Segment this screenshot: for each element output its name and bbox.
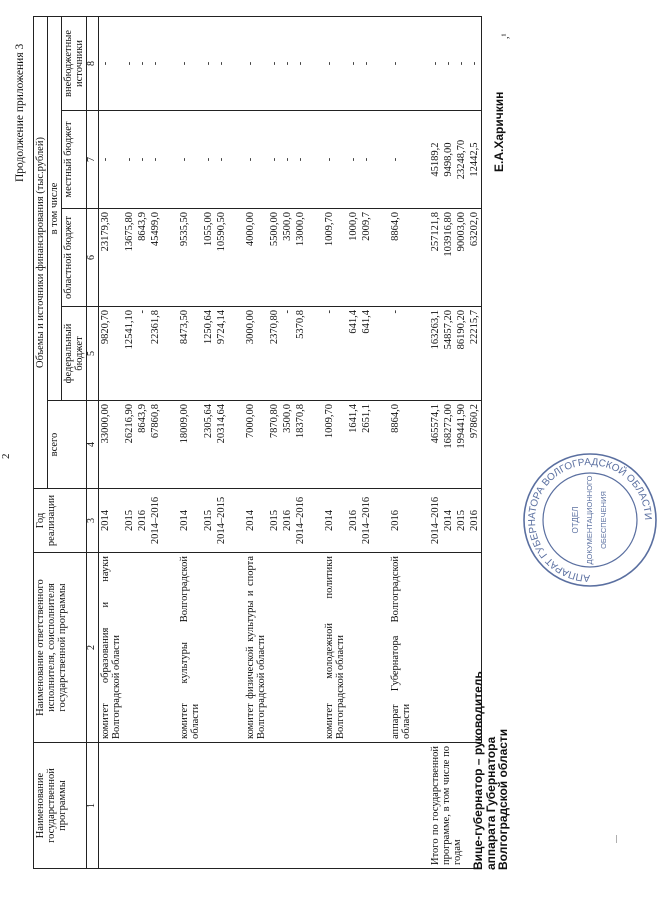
spacer-cell [228,401,244,489]
cell-year: 2014–2016 [429,489,442,553]
stamp-inner-line: ОБЕСПЕЧЕНИЯ [599,491,608,549]
cell-regional: 8864,0 [389,209,413,307]
cell-total: 7870,80 [268,401,281,489]
spacer-cell [162,16,178,110]
cell-total: 8864,0 [389,401,413,489]
cell-extra: - [468,16,482,110]
cell-federal: 22361,8 [149,307,162,401]
cell-regional: 1009,70 [323,209,347,307]
cell-total: 199441,90 [455,401,468,489]
spacer-cell [413,307,429,401]
cell-program [98,743,123,869]
spacer-cell [228,553,244,743]
cell-federal: 9724,14 [215,307,228,401]
cell-year: 2014 [323,489,347,553]
official-stamp [520,450,660,590]
cell-local: - [323,111,347,209]
table-row [455,16,468,868]
header-extra: внебюджетные источники [62,16,87,110]
cell-local: - [123,111,136,209]
initials-mark: ,¹ [500,33,511,39]
cell-total: 26216,90 [123,401,136,489]
cell-local: - [202,111,215,209]
cell-local: - [281,111,294,209]
cell-local: - [136,111,149,209]
cell-executor: комитет молодежной политики Волгоградской области [323,553,347,743]
header-regional: областной бюджет [62,209,87,307]
cell-federal: 1250,64 [202,307,215,401]
cell-year: 2015 [455,489,468,553]
cell-regional: 13675,80 [123,209,136,307]
cell-federal: 86190,20 [455,307,468,401]
spacer-cell [413,489,429,553]
cell-year: 2016 [468,489,482,553]
spacer-cell [307,489,323,553]
table-row [442,16,455,868]
cell-federal: 12541,10 [123,307,136,401]
cell-regional: 63202,0 [468,209,482,307]
table-row [136,16,149,868]
cell-executor [442,553,455,743]
stamp-outer-text: АППАРАТ ГУБЕРНАТОРА ВОЛГОГРАДСКОЙ ОБЛАСТИ [526,456,654,584]
spacer-cell [162,489,178,553]
cell-federal: - [389,307,413,401]
header-program: Наименование государственной программы [34,743,87,869]
cell-program [123,743,136,869]
signatory-name: Е.А.Харичкин [492,91,506,172]
cell-regional: 8643,9 [136,209,149,307]
cell-executor [347,553,360,743]
cell-federal: 22215,7 [468,307,482,401]
cell-extra: - [323,16,347,110]
spacer-cell [413,209,429,307]
spacer-cell [413,553,429,743]
cell-regional: 1055,00 [202,209,215,307]
row-spacer [228,16,244,868]
cell-year: 2016 [281,489,294,553]
table-row [244,16,268,868]
col-number: 6 [87,209,99,307]
spacer-cell [307,743,323,869]
spacer-cell [307,553,323,743]
cell-year: 2016 [136,489,149,553]
cell-extra: - [215,16,228,110]
header-incl: в том числе [48,16,62,400]
cell-federal: 2370,80 [268,307,281,401]
cell-executor [294,553,307,743]
cell-extra: - [123,16,136,110]
cell-federal: 641,4 [347,307,360,401]
cell-program [323,743,347,869]
signatory-title-line: Вице-губернатор – руководитель [471,671,485,870]
cell-total: 168272,00 [442,401,455,489]
spacer-cell [162,111,178,209]
cell-executor [136,553,149,743]
cell-total: 3500,0 [281,401,294,489]
cell-local: - [98,111,123,209]
spacer-cell [413,16,429,110]
cell-local: - [178,111,202,209]
cell-extra: - [360,16,373,110]
cell-extra: - [442,16,455,110]
cell-extra: - [455,16,468,110]
cell-executor: комитет физической культуры и спорта Волгоградской области [244,553,268,743]
cell-regional: 3500,0 [281,209,294,307]
cell-total: 18370,8 [294,401,307,489]
cell-year: 2014–2016 [149,489,162,553]
table-row [294,16,307,868]
spacer-cell [373,209,389,307]
cell-local: - [268,111,281,209]
cell-regional: 9535,50 [178,209,202,307]
header-local: местный бюджет [62,111,87,209]
cell-program [281,743,294,869]
cell-executor [123,553,136,743]
cell-extra: - [178,16,202,110]
header-total: всего [48,401,87,489]
cell-program [360,743,373,869]
table-row [123,16,136,868]
spacer-cell [373,111,389,209]
table-row [323,16,347,868]
col-number: 7 [87,111,99,209]
cell-year: 2016 [389,489,413,553]
spacer-cell [373,553,389,743]
cell-federal: - [136,307,149,401]
spacer-cell [307,209,323,307]
cell-executor [281,553,294,743]
cell-local: - [294,111,307,209]
spacer-cell [373,489,389,553]
spacer-cell [413,743,429,869]
continuation-note: Продолжение приложения 3 [14,43,26,182]
spacer-cell [228,16,244,110]
cell-executor [429,553,442,743]
signatory-title [472,671,510,870]
table-row [347,16,360,868]
cell-year: 2014–2015 [215,489,228,553]
spacer-cell [413,111,429,209]
cell-executor [360,553,373,743]
cell-local: 45189,2 [429,111,442,209]
cell-year: 2016 [347,489,360,553]
table-row [360,16,373,868]
cell-executor: аппарат Губернатора Волгоградской области [389,553,413,743]
cell-year: 2014 [178,489,202,553]
cell-total: 1009,70 [323,401,347,489]
table-row [389,16,413,868]
spacer-cell [228,743,244,869]
table-row [268,16,281,868]
cell-extra: - [294,16,307,110]
spacer-cell [228,209,244,307]
cell-total: 18009,00 [178,401,202,489]
cell-total: 7000,00 [244,401,268,489]
cell-regional: 23179,30 [98,209,123,307]
cell-program [244,743,268,869]
cell-executor: комитет образования и науки Волгоградской области [98,553,123,743]
cell-executor [149,553,162,743]
cell-year: 2014–2016 [294,489,307,553]
cell-total: 465574,1 [429,401,442,489]
cell-program [294,743,307,869]
cell-regional: 2009,7 [360,209,373,307]
cell-year: 2014 [442,489,455,553]
header-federal: федеральный бюджет [62,307,87,401]
cell-federal: 9820,70 [98,307,123,401]
cell-program [136,743,149,869]
col-number: 5 [87,307,99,401]
cell-federal: 641,4 [360,307,373,401]
cell-local: 9498,00 [442,111,455,209]
cell-year: 2014 [98,489,123,553]
cell-federal: - [323,307,347,401]
cell-local: - [244,111,268,209]
cell-total: 8643,9 [136,401,149,489]
cell-total: 97860,2 [468,401,482,489]
funding-table [33,16,482,869]
cell-local: - [215,111,228,209]
cell-executor: комитет культуры Волгоградской области [178,553,202,743]
cell-extra: - [389,16,413,110]
row-spacer [413,16,429,868]
cell-regional: 90003,00 [455,209,468,307]
cell-regional: 5500,00 [268,209,281,307]
header-executor: Наименование ответственного исполнителя, соисполнителя государственной программы [34,553,87,743]
spacer-cell [307,16,323,110]
spacer-cell [373,307,389,401]
cell-program [268,743,281,869]
spacer-cell [162,553,178,743]
cell-local: - [360,111,373,209]
table-row [281,16,294,868]
cell-regional: 257121,8 [429,209,442,307]
spacer-cell [162,209,178,307]
cell-federal: 163263,1 [429,307,442,401]
spacer-cell [373,16,389,110]
cell-program [149,743,162,869]
spacer-cell [307,111,323,209]
spacer-cell [228,489,244,553]
table-row [98,16,123,868]
cell-regional: 103916,80 [442,209,455,307]
cell-year: 2014–2016 [360,489,373,553]
cell-executor [202,553,215,743]
cell-regional: 45499,0 [149,209,162,307]
signatory-title-line: Волгоградской области [496,728,511,870]
cell-program [178,743,202,869]
spacer-cell [307,307,323,401]
margin-mark: — [611,835,620,843]
row-spacer [373,16,389,868]
spacer-cell [373,743,389,869]
cell-federal: 8473,50 [178,307,202,401]
table-row [149,16,162,868]
cell-regional: 1000,0 [347,209,360,307]
cell-local: 12442,5 [468,111,482,209]
cell-regional: 13000,0 [294,209,307,307]
header-funding: Объемы и источники финансирования (тыс.рублей) [34,16,48,488]
cell-local: - [347,111,360,209]
col-number: 3 [87,489,99,553]
spacer-cell [162,307,178,401]
spacer-cell [162,401,178,489]
cell-federal: 54857,20 [442,307,455,401]
col-number: 1 [87,743,99,869]
row-spacer [307,16,323,868]
col-number: 8 [87,16,99,110]
table-row [429,16,442,868]
spacer-cell [413,401,429,489]
cell-extra: - [244,16,268,110]
row-spacer [162,16,178,868]
header-year: Год реализации [34,489,87,553]
spacer-cell [162,743,178,869]
cell-local: - [149,111,162,209]
cell-total: 2305,64 [202,401,215,489]
cell-extra: - [429,16,442,110]
table-row [202,16,215,868]
page-number: 2 [0,453,12,459]
cell-executor [268,553,281,743]
cell-year: 2015 [123,489,136,553]
cell-local: - [389,111,413,209]
cell-extra: - [98,16,123,110]
cell-program [389,743,413,869]
cell-extra: - [202,16,215,110]
cell-program [202,743,215,869]
cell-extra: - [268,16,281,110]
table-row [178,16,202,868]
cell-year: 2014 [244,489,268,553]
cell-extra: - [136,16,149,110]
cell-year: 2015 [202,489,215,553]
totals-label: Итого по государственной программе, в том числе по годам [429,743,482,869]
spacer-cell [228,307,244,401]
cell-executor [215,553,228,743]
cell-extra: - [149,16,162,110]
cell-total: 33000,00 [98,401,123,489]
spacer-cell [307,401,323,489]
table-row [215,16,228,868]
cell-executor [455,553,468,743]
cell-program [215,743,228,869]
spacer-cell [373,401,389,489]
cell-total: 1641,4 [347,401,360,489]
stamp-inner-line: ДОКУМЕНТАЦИОННОГО [585,475,594,565]
cell-extra: - [281,16,294,110]
cell-federal: 5370,8 [294,307,307,401]
cell-federal: 3000,00 [244,307,268,401]
stamp-inner-line: ОТДЕЛ [571,506,580,534]
col-number: 2 [87,553,99,743]
cell-total: 20314,64 [215,401,228,489]
cell-federal: - [281,307,294,401]
cell-local: 23248,70 [455,111,468,209]
cell-total: 67860,8 [149,401,162,489]
cell-regional: 10590,50 [215,209,228,307]
spacer-cell [228,111,244,209]
signatory-title-line: аппарата Губернатора [483,736,498,870]
col-number: 4 [87,401,99,489]
cell-regional: 4000,00 [244,209,268,307]
cell-total: 2651,1 [360,401,373,489]
cell-year: 2015 [268,489,281,553]
cell-extra: - [347,16,360,110]
cell-program [347,743,360,869]
